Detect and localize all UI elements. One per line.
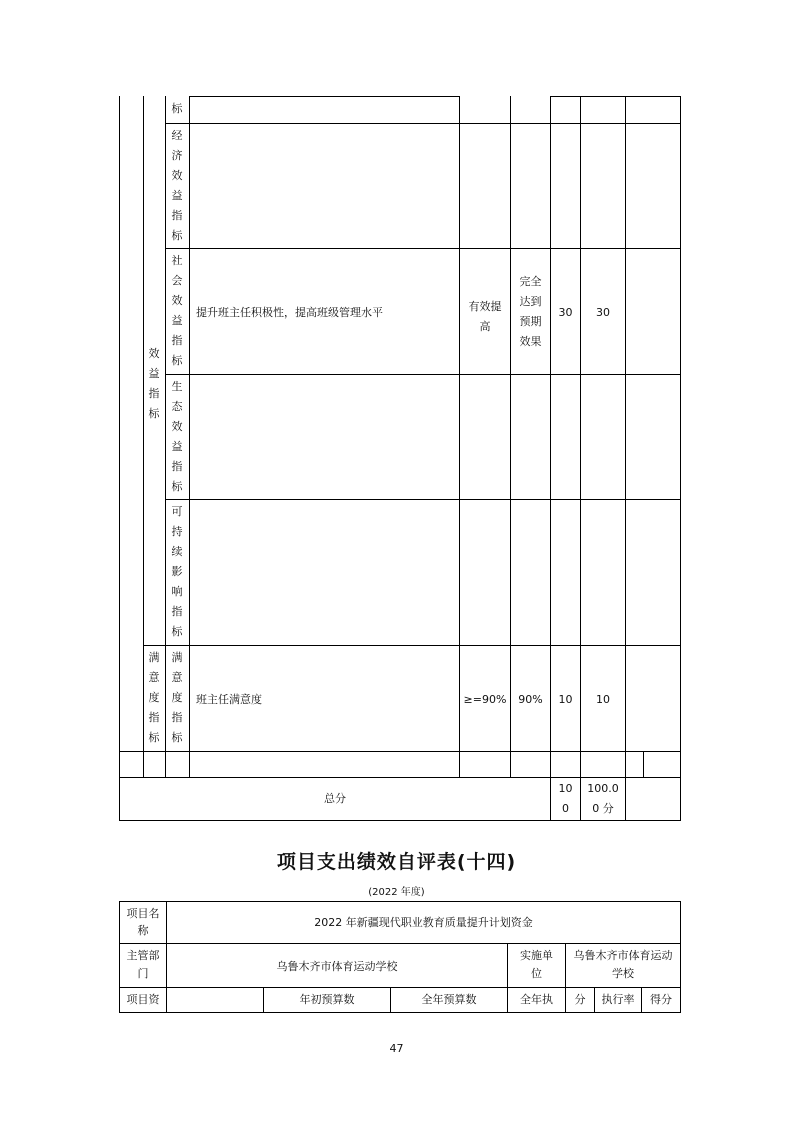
satisfaction-group-label: 满 意 度 指 标 [148, 651, 160, 744]
project-funds-label: 项目资 [126, 993, 160, 1006]
social-benefit-content: 提升班主任积极性，提高班级管理水平 [196, 306, 383, 319]
economic-benefit-label: 经 济 效 益 指 标 [171, 129, 183, 242]
implementing-unit-label: 实施单 位 [520, 949, 553, 980]
col-initial-budget: 年初预算数 [299, 993, 355, 1006]
table-title: 项目支出绩效自评表(十四) [276, 851, 517, 873]
col-execution-rate: 执行率 [601, 993, 635, 1006]
social-benefit-label: 社 会 效 益 指 标 [171, 254, 183, 367]
social-benefit-weight: 30 [558, 306, 573, 319]
satisfaction-actual: 90% [518, 693, 543, 706]
satisfaction-score: 10 [596, 693, 610, 706]
sustainability-label: 可 持 续 影 响 指 标 [171, 505, 183, 638]
social-benefit-target: 有效提 高 [468, 300, 502, 333]
satisfaction-content: 班主任满意度 [196, 693, 262, 706]
row-label-continued: 标 [171, 102, 183, 115]
page-number: 47 [389, 1042, 404, 1055]
social-benefit-score: 30 [596, 306, 610, 319]
fiscal-year: (2022 年度) [368, 887, 425, 898]
total-label: 总分 [324, 792, 346, 805]
total-weight: 10 0 [558, 782, 573, 815]
department-label: 主管部 门 [126, 949, 160, 980]
col-annual-execution: 全年执 [520, 993, 553, 1006]
satisfaction-weight: 10 [558, 693, 573, 706]
col-score: 得分 [650, 993, 672, 1006]
department-value: 乌鲁木齐市体育运动学校 [276, 960, 398, 973]
project-name-value: 2022 年新疆现代职业教育质量提升计划资金 [314, 916, 533, 929]
implementing-unit-value: 乌鲁木齐市体育运动 学校 [573, 949, 673, 980]
benefit-group-label: 效 益 指 标 [148, 347, 160, 420]
col-annual-budget: 全年预算数 [421, 993, 477, 1006]
col-points: 分 [574, 993, 586, 1006]
project-name-label: 项目名 称 [126, 907, 160, 937]
satisfaction-target: ≥=90% [463, 693, 507, 706]
ecology-benefit-label: 生 态 效 益 指 标 [171, 380, 183, 493]
satisfaction-sub-label: 满 意 度 指 标 [171, 651, 183, 744]
total-score: 100.0 0 分 [587, 782, 619, 815]
social-benefit-actual: 完全 达到 预期 效果 [519, 275, 542, 348]
